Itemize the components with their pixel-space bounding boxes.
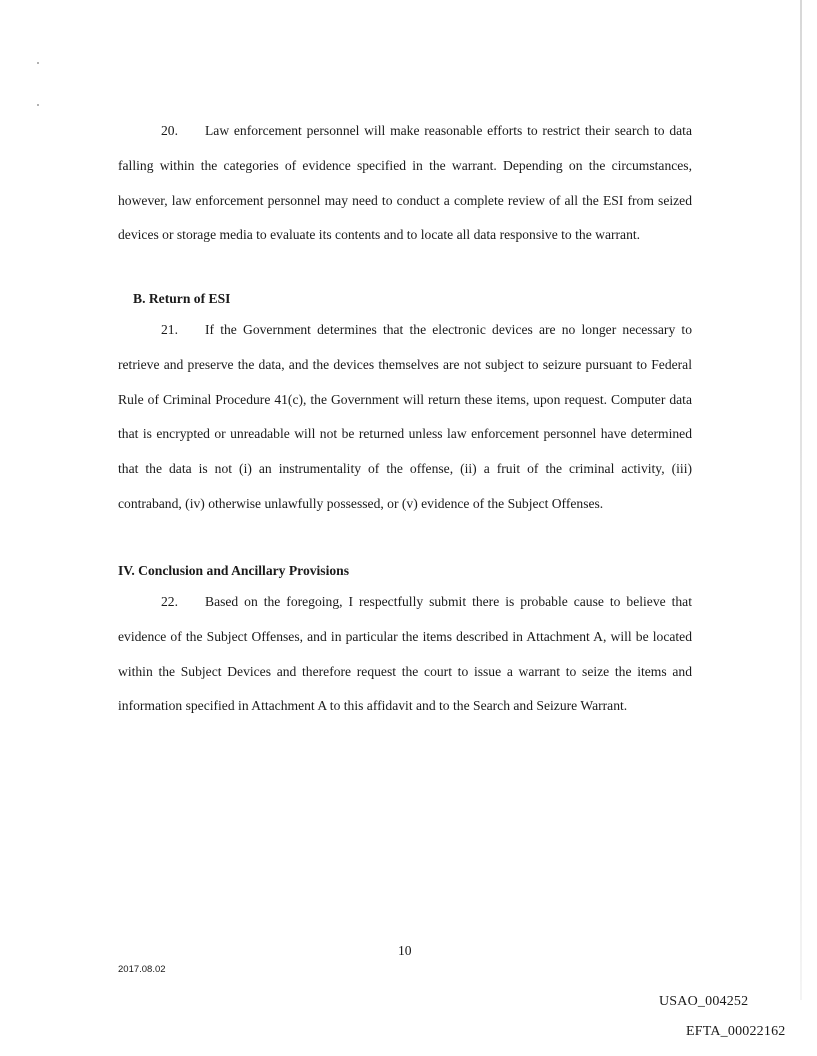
- page-number: 10: [398, 943, 412, 958]
- section-heading-conclusion: IV. Conclusion and Ancillary Provisions: [118, 563, 350, 578]
- section-heading-return-of-esi: B. Return of ESI: [133, 291, 231, 306]
- paragraph-text: If the Government determines that the electronic devices are no longer necessary to retrieve and preserve the data, and the devices themselves are not subject to seizure pursuant to Federal Rule of Criminal Procedure 41(c), the Government will return these items, upon request. Computer data that is encrypted or unreadable will not be returned unless law enforcement personnel have determined that the data is not (i) an instrumentality of the offense, (ii) a fruit of the criminal activity, (iii) contraband, (iv) otherwise unlawfully possessed, or (v) evidence of the Subject Offenses.: [118, 322, 692, 511]
- scan-speck: [37, 104, 39, 106]
- scan-edge-line: [800, 0, 802, 1000]
- paragraph-22: [118, 585, 692, 724]
- paragraph-number: 20.: [161, 123, 178, 138]
- bates-number-efta: EFTA_00022162: [686, 1024, 786, 1039]
- paragraph-21: [118, 313, 692, 522]
- paragraph-20: [118, 114, 692, 253]
- paragraph-number: 21.: [161, 322, 178, 337]
- date-stamp: 2017.08.02: [118, 964, 166, 975]
- paragraph-text: Law enforcement personnel will make reasonable efforts to restrict their search to data falling within the categories of evidence specified in the warrant. Depending on the circumstances, however, law enforcement personnel may need to conduct a complete review of all the ESI from seized devices or storage media to evaluate its contents and to locate all data responsive to the warrant.: [118, 123, 692, 243]
- bates-number-usao: USAO_004252: [659, 994, 749, 1009]
- paragraph-text: Based on the foregoing, I respectfully submit there is probable cause to believe that evidence of the Subject Offenses, and in particular the items described in Attachment A, will be located within the Subject Devices and therefore request the court to issue a warrant to seize the items and information specified in Attachment A to this affidavit and to the Search and Seizure Warrant.: [118, 594, 692, 714]
- paragraph-number: 22.: [161, 594, 178, 609]
- scan-speck: [37, 62, 39, 64]
